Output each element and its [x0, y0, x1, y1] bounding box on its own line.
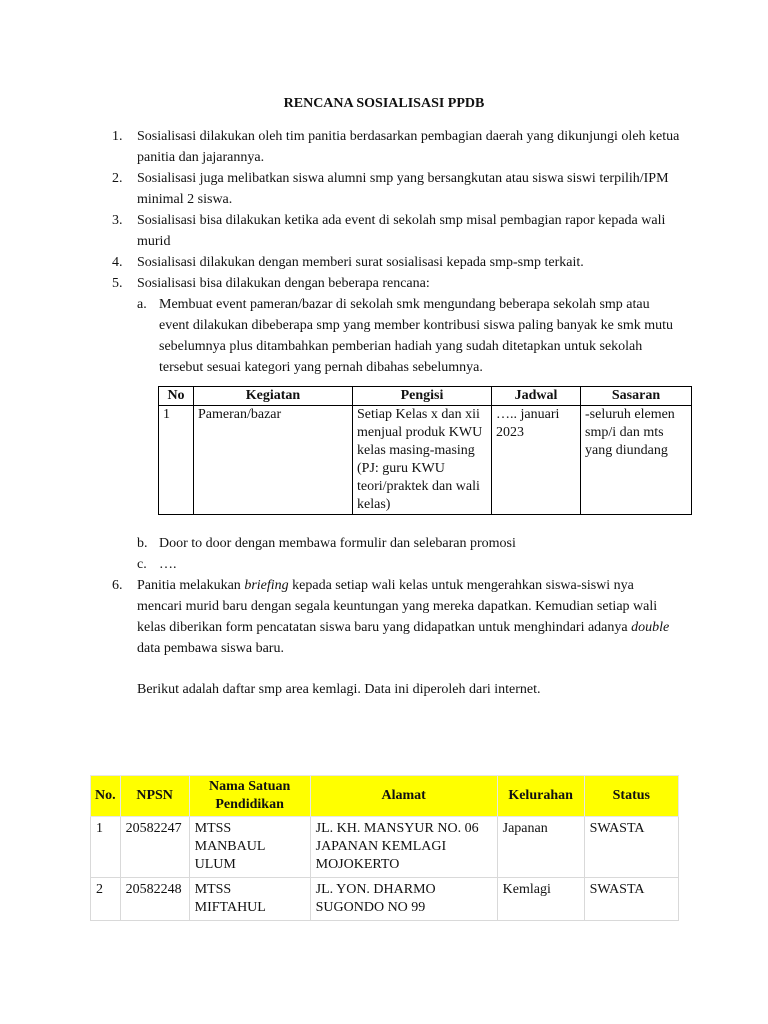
list-number: 3.: [112, 213, 123, 228]
sub-letter: c.: [137, 557, 147, 572]
cell-alamat: JL. KH. MANSYUR NO. 06 JAPANAN KEMLAGI MOJOKERTO: [310, 817, 497, 878]
list-number: 5.: [112, 276, 123, 291]
cell-no: 1: [159, 406, 194, 515]
list-item: [112, 273, 682, 294]
cell-nama: MTSS MIFTAHUL: [189, 878, 310, 921]
data-source-note: Berikut adalah daftar smp area kemlagi. Data ini diperoleh dari internet.: [137, 682, 541, 697]
list-text: Sosialisasi juga melibatkan siswa alumni smp yang bersangkutan atau siswa siswi terpilih/IPM minimal 2 siswa.: [137, 171, 669, 207]
header-kegiatan: Kegiatan: [194, 387, 353, 406]
header-alamat: Alamat: [310, 776, 497, 817]
school-table: [90, 775, 679, 921]
cell-no: 1: [91, 817, 121, 878]
table-row: [159, 406, 692, 515]
emphasis-text: double: [631, 620, 670, 635]
list-text: Sosialisasi bisa dilakukan dengan beberapa rencana:: [137, 276, 430, 291]
list-number: 2.: [112, 171, 123, 186]
header-no: No: [159, 387, 194, 406]
cell-pengisi: Setiap Kelas x dan xii menjual produk KWU kelas masing-masing (PJ: guru KWU teori/praktek dan wali kelas): [353, 406, 492, 515]
table-row: [91, 817, 679, 878]
activity-table: [158, 386, 692, 515]
list-text: Sosialisasi dilakukan oleh tim panitia berdasarkan pembagian daerah yang dikunjungi oleh ketua panitia dan jajarannya.: [137, 129, 680, 165]
cell-nama: MTSS MANBAUL ULUM: [189, 817, 310, 878]
list-text-part: data pembawa siswa baru.: [137, 641, 284, 656]
list-number: 1.: [112, 129, 123, 144]
list-item-sub-a-wrapper: [112, 294, 682, 378]
header-npsn: NPSN: [120, 776, 189, 817]
sub-c-wrapper: [112, 554, 682, 575]
sub-text: Door to door dengan membawa formulir dan selebaran promosi: [159, 536, 516, 551]
plan-list-continued: [112, 533, 682, 700]
emphasis-text: briefing: [244, 578, 289, 593]
list-item: [112, 210, 682, 252]
header-kelurahan: Kelurahan: [497, 776, 584, 817]
cell-no: 2: [91, 878, 121, 921]
table-header-row: [159, 387, 692, 406]
list-item: [112, 126, 682, 168]
list-text-part: Panitia melakukan: [137, 578, 245, 593]
sub-letter: a.: [137, 297, 147, 312]
table-row: [91, 878, 679, 921]
plan-list: [112, 126, 682, 378]
header-nama: Nama Satuan Pendidikan: [189, 776, 310, 817]
sub-item-a: [137, 294, 682, 378]
note-wrapper: [112, 679, 682, 700]
header-pengisi: Pengisi: [353, 387, 492, 406]
sub-b-wrapper: [112, 533, 682, 554]
cell-status: SWASTA: [584, 817, 678, 878]
sub-item-b: [137, 533, 682, 554]
header-sasaran: Sasaran: [581, 387, 692, 406]
cell-sasaran: -seluruh elemen smp/i dan mts yang diundang: [581, 406, 692, 515]
sub-item-c: [137, 554, 682, 575]
list-text: Sosialisasi bisa dilakukan ketika ada event di sekolah smp misal pembagian rapor kepada wali murid: [137, 213, 666, 249]
list-number: 4.: [112, 255, 123, 270]
list-item: [112, 575, 682, 659]
list-text: Sosialisasi dilakukan dengan memberi surat sosialisasi kepada smp-smp terkait.: [137, 255, 584, 270]
list-item: [112, 168, 682, 210]
list-item: [112, 252, 682, 273]
cell-alamat: JL. YON. DHARMO SUGONDO NO 99: [310, 878, 497, 921]
cell-jadwal: ….. januari 2023: [492, 406, 581, 515]
cell-kelurahan: Kemlagi: [497, 878, 584, 921]
cell-status: SWASTA: [584, 878, 678, 921]
cell-kelurahan: Japanan: [497, 817, 584, 878]
list-text-part: kepada setiap wali kelas untuk mengerahkan siswa-siswi nya mencari murid baru dengan segala keuntungan yang mereka dapatkan. Kemudian setiap wali kelas diberikan form pencatatan siswa baru yang didapatkan untuk menghindari adanya: [137, 578, 658, 635]
sub-text: Membuat event pameran/bazar di sekolah smk mengundang beberapa sekolah smp atau event dilakukan dibeberapa smp yang member kontribusi siswa paling banyak ke smk mutu sebelumnya plus ditambahkan pemberian hadiah yang sudah ditetapkan untuk sekolah tersebut sesuai kategori yang pernah dibahas sebelumnya.: [159, 297, 673, 375]
header-jadwal: Jadwal: [492, 387, 581, 406]
sub-text: ….: [159, 557, 177, 572]
table-header-row: [91, 776, 679, 817]
header-status: Status: [584, 776, 678, 817]
document-title: RENCANA SOSIALISASI PPDB: [283, 96, 485, 111]
cell-npsn: 20582248: [120, 878, 189, 921]
cell-kegiatan: Pameran/bazar: [194, 406, 353, 515]
header-no: No.: [91, 776, 121, 817]
cell-npsn: 20582247: [120, 817, 189, 878]
list-number: 6.: [112, 578, 123, 593]
sub-letter: b.: [137, 536, 148, 551]
